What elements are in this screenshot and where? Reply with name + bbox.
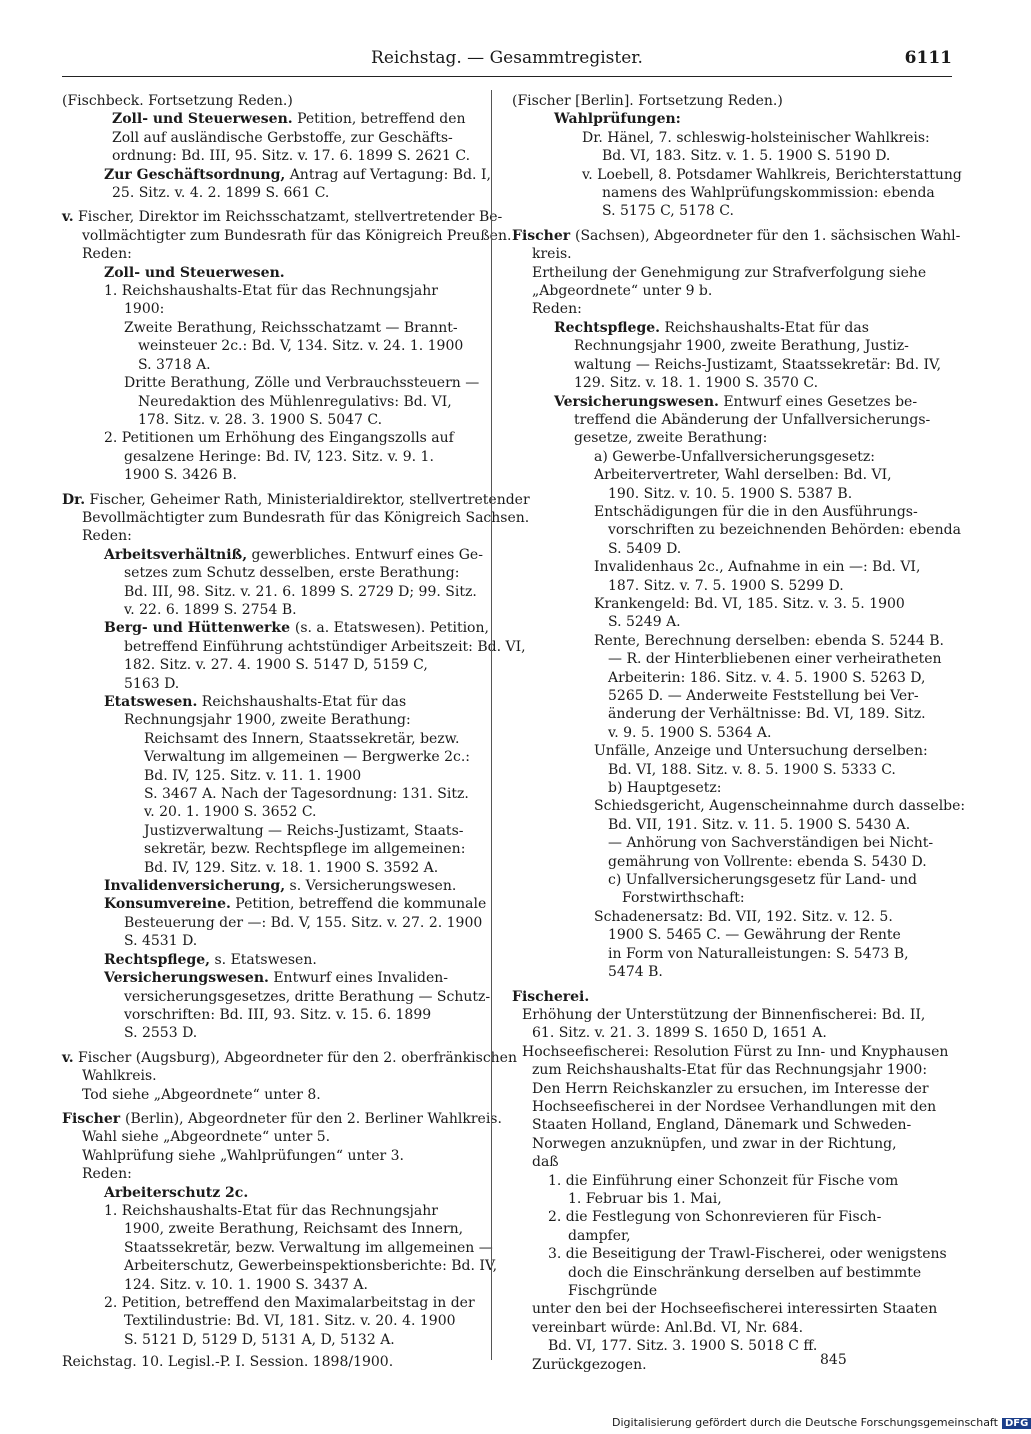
index-line: Reden: <box>82 1166 132 1183</box>
index-line: 2. Petitionen um Erhöhung des Eingangszolls auf <box>104 430 454 447</box>
index-line: Erhöhung der Unterstützung der Binnenfischerei: Bd. II, <box>522 1006 926 1023</box>
dfg-credit <box>612 1416 1031 1429</box>
index-line: S. 3718 A. <box>138 356 211 373</box>
index-line: treffend die Abänderung der Unfallversicherungs- <box>574 411 931 428</box>
index-line: Bd. VI, 177. Sitz. 3. 1900 S. 5018 C ff. <box>548 1338 818 1355</box>
index-line: Verwaltung im allgemeinen — Bergwerke 2c.: <box>144 749 471 766</box>
index-heading-line <box>512 110 950 128</box>
index-line: gesalzene Heringe: Bd. IV, 123. Sitz. v. 9. 1. <box>124 448 434 465</box>
index-line: Norwegen anzuknüpfen, und zwar in der Richtung, <box>532 1135 897 1152</box>
index-line: Arbeiterin: 186. Sitz. v. 4. 5. 1900 S. 5263 D, <box>608 669 926 686</box>
index-line: a) Gewerbe-Unfallversicherungsgesetz: <box>594 448 875 465</box>
index-keyword: Zur Geschäftsordnung, <box>104 166 286 183</box>
index-heading-line <box>512 393 950 411</box>
index-keyword: Berg- und Hüttenwerke <box>104 620 295 637</box>
index-line: — Anhörung von Sachverständigen bei Nicht- <box>608 835 934 852</box>
index-line: ordnung: Bd. III, 95. Sitz. v. 17. 6. 1899 S. 2621 C. <box>112 148 471 165</box>
index-line: 5265 D. — Anderweite Feststellung bei Ver- <box>608 688 919 704</box>
index-line: v. Loebell, 8. Potsdamer Wahlkreis, Berichterstattung <box>582 166 962 183</box>
index-keyword: Wahlprüfungen: <box>554 111 681 128</box>
index-keyword: Rechtspflege. <box>554 319 661 336</box>
index-keyword: Versicherungswesen. <box>104 970 269 987</box>
index-line: kreis. <box>532 246 572 263</box>
index-line: 5474 B. <box>608 964 663 981</box>
index-line: Staatssekretär, bezw. Verwaltung im allgemeinen — <box>124 1239 493 1256</box>
index-line: 2. Petition, betreffend den Maximalarbeitstag in der <box>104 1295 475 1311</box>
index-keyword: Zoll- und Steuerwesen. <box>104 264 285 281</box>
index-line: daß <box>532 1154 559 1171</box>
index-line: 5163 D. <box>124 675 180 692</box>
index-line: S. 5175 C, 5178 C. <box>602 203 734 220</box>
index-heading-line <box>512 988 950 1006</box>
index-line: 2. die Festlegung von Schonrevieren für Fisch- <box>548 1209 882 1226</box>
index-heading-line <box>62 208 503 226</box>
index-line: Dr. Hänel, 7. schleswig-holsteinischer Wahlkreis: <box>582 129 930 146</box>
index-heading-line <box>62 546 482 564</box>
index-heading-line <box>62 166 491 184</box>
index-line: S. 5409 D. <box>608 540 682 557</box>
index-heading-line <box>62 1049 517 1067</box>
index-line: 1900 S. 5465 C. — Gewährung der Rente <box>608 927 901 944</box>
index-line: Bd. VII, 191. Sitz. v. 11. 5. 1900 S. 5430 A. <box>608 816 911 833</box>
index-keyword: Rechtspflege, <box>104 951 211 968</box>
index-line: betreffend Einführung achtstündiger Arbeitszeit: Bd. VI, <box>124 638 526 655</box>
index-line: gemährung von Vollrente: ebenda S. 5430 D. <box>608 853 927 870</box>
footer-session: Reichstag. 10. Legisl.-P. I. Session. 1898/1900. <box>62 1354 394 1370</box>
index-keyword: Fischer <box>512 227 575 244</box>
index-line: vorschriften zu bezeichnenden Behörden: ebenda <box>608 522 961 539</box>
index-line: Schadenersatz: Bd. VII, 192. Sitz. v. 12. 5. <box>594 908 893 925</box>
index-line: 1900: <box>124 301 165 318</box>
index-line: S. 2553 D. <box>124 1025 198 1042</box>
index-line: 1. die Einführung einer Schonzeit für Fische vom <box>548 1172 899 1189</box>
index-text: gewerbliches. Entwurf eines Ge- <box>247 546 483 563</box>
index-line: Reden: <box>532 301 582 318</box>
index-text: (Sachsen), Abgeordneter für den 1. sächsischen Wahl- <box>575 227 961 244</box>
index-line: 1900 S. 3426 B. <box>124 467 237 484</box>
index-line: 1. Februar bis 1. Mai, <box>568 1190 722 1207</box>
right-column <box>512 92 966 1374</box>
index-line: 1900, zweite Berathung, Reichsamt des Innern, <box>124 1221 464 1238</box>
index-line: Bd. IV, 129. Sitz. v. 18. 1. 1900 S. 3592 A. <box>144 859 439 876</box>
index-keyword: Fischer <box>62 1110 125 1127</box>
index-text: Entwurf eines Gesetzes be- <box>718 393 918 410</box>
index-line: Rente, Berechnung derselben: ebenda S. 5244 B. <box>594 632 944 649</box>
index-line: „Abgeordnete“ unter 9 b. <box>532 283 713 300</box>
index-line: Zurückgezogen. <box>532 1356 647 1373</box>
index-line: 3. die Beseitigung der Trawl-Fischerei, oder wenigstens <box>548 1246 947 1263</box>
index-line: Arbeiterschutz, Gewerbeinspektionsberichte: Bd. IV, <box>124 1258 498 1275</box>
index-line: Textilindustrie: Bd. VI, 181. Sitz. v. 20. 4. 1900 <box>124 1313 456 1330</box>
index-line: Reichsamt des Innern, Staatssekretär, bezw. <box>144 730 460 747</box>
index-line: waltung — Reichs-Justizamt, Staatssekretär: Bd. IV, <box>574 356 942 373</box>
index-line: Dritte Berathung, Zölle und Verbrauchssteuern — <box>124 375 480 392</box>
index-line: 129. Sitz. v. 18. 1. 1900 S. 3570 C. <box>574 375 819 392</box>
index-line: weinsteuer 2c.: Bd. V, 134. Sitz. v. 24. 1. 1900 <box>138 338 464 355</box>
index-line: 124. Sitz. v. 10. 1. 1900 S. 3437 A. <box>124 1276 368 1293</box>
index-heading-line <box>62 877 482 895</box>
index-line: setzes zum Schutz desselben, erste Berathung: <box>124 565 460 582</box>
index-text: Reichshaushalts-Etat für das <box>660 319 869 336</box>
footer-sheet-number: 845 <box>820 1352 847 1368</box>
index-heading-line <box>62 619 489 637</box>
index-text: Petition, betreffend die kommunale <box>230 896 487 913</box>
index-heading-line <box>62 110 482 128</box>
index-keyword: Zoll- und Steuerwesen. <box>112 111 293 128</box>
index-line: namens des Wahlprüfungskommission: ebenda <box>602 185 935 202</box>
index-line: Unfälle, Anzeige und Untersuchung derselben: <box>594 743 928 760</box>
index-line: — R. der Hinterbliebenen einer verheiratheten <box>608 651 942 668</box>
index-heading-line <box>62 895 487 913</box>
index-line: Wahlkreis. <box>82 1068 157 1085</box>
index-line: 182. Sitz. v. 27. 4. 1900 S. 5147 D, 5159 C, <box>124 657 428 674</box>
running-title: Reichstag. — Gesammtregister. <box>371 48 643 68</box>
page-number: 6111 <box>904 48 952 68</box>
index-line: Forstwirthschaft: <box>622 890 745 907</box>
index-heading-line <box>62 969 482 987</box>
index-text: s. Etatswesen. <box>210 951 317 968</box>
index-text: Antrag auf Vertagung: Bd. I, <box>285 166 491 183</box>
index-heading-line <box>62 1110 502 1128</box>
index-line: Besteuerung der —: Bd. V, 155. Sitz. v. 27. 2. 1900 <box>124 914 483 931</box>
index-line: Krankengeld: Bd. VI, 185. Sitz. v. 3. 5. 1900 <box>594 595 905 612</box>
index-line: b) Hauptgesetz: <box>608 780 722 797</box>
index-line: Rechnungsjahr 1900, zweite Berathung, Justiz- <box>574 338 909 355</box>
index-line: 1. Reichshaushalts-Etat für das Rechnungsjahr <box>104 1202 438 1219</box>
dfg-credit-text: Digitalisierung gefördert durch die Deutsche Forschungsgemeinschaft <box>612 1416 998 1429</box>
index-line: Neuredaktion des Mühlenregulativs: Bd. VI, <box>138 393 452 410</box>
index-line: Schiedsgericht, Augenscheinnahme durch dasselbe: <box>594 798 966 815</box>
index-line: Tod siehe „Abgeordnete“ unter 8. <box>82 1086 321 1103</box>
index-text: (Berlin), Abgeordneter für den 2. Berliner Wahlkreis. <box>125 1110 502 1127</box>
index-line: Invalidenhaus 2c., Aufnahme in ein —: Bd. VI, <box>594 559 921 576</box>
index-line: sekretär, bezw. Rechtspflege im allgemeinen: <box>144 841 466 858</box>
index-text: Fischer, Geheimer Rath, Ministerialdirektor, stellvertretender <box>85 491 530 508</box>
index-line: doch die Einschränkung derselben auf bestimmte <box>568 1264 922 1281</box>
index-keyword: Etatswesen. <box>104 694 198 710</box>
index-line: 61. Sitz. v. 21. 3. 1899 S. 1650 D, 1651 A. <box>532 1025 827 1042</box>
index-line: in Form von Naturalleistungen: S. 5473 B, <box>608 945 909 962</box>
index-line: Rechnungsjahr 1900, zweite Berathung: <box>124 712 411 729</box>
index-line: dampfer, <box>568 1227 631 1244</box>
index-text: Entwurf eines Invaliden- <box>268 970 448 987</box>
index-text: (s. a. Etatswesen). Petition, <box>294 620 489 637</box>
index-heading-line <box>512 319 950 337</box>
index-text: Reichshaushalts-Etat für das <box>197 694 407 710</box>
index-line: Zoll auf ausländische Gerbstoffe, zur Geschäfts- <box>112 129 453 146</box>
index-line: 187. Sitz. v. 7. 5. 1900 S. 5299 D. <box>608 577 844 594</box>
index-heading-line <box>62 1184 482 1202</box>
index-line: vereinbart würde: Anl.Bd. VI, Nr. 684. <box>532 1319 804 1336</box>
index-line: S. 5121 D, 5129 D, 5131 A, D, 5132 A. <box>124 1331 395 1348</box>
index-text: Petition, betreffend den <box>292 111 466 128</box>
index-heading-line <box>62 951 482 969</box>
index-line: 25. Sitz. v. 4. 2. 1899 S. 661 C. <box>112 185 330 202</box>
index-line: versicherungsgesetzes, dritte Berathung — Schutz- <box>124 988 491 1005</box>
index-line: (Fischer [Berlin]. Fortsetzung Reden.) <box>512 93 783 109</box>
index-line: Bd. VI, 188. Sitz. v. 8. 5. 1900 S. 5333 C. <box>608 761 896 778</box>
index-line: Bevollmächtigter zum Bundesrath für das Königreich Sachsen. <box>82 509 530 526</box>
index-line: zum Reichshaushalts-Etat für das Rechnungsjahr 1900: <box>532 1062 928 1079</box>
index-keyword: Arbeiterschutz 2c. <box>104 1184 249 1201</box>
index-line: Den Herrn Reichskanzler zu ersuchen, im Interesse der <box>532 1080 929 1097</box>
index-keyword: v. <box>62 1049 74 1066</box>
index-line: Reden: <box>82 528 132 545</box>
index-line: v. 9. 5. 1900 S. 5364 A. <box>608 724 772 741</box>
index-line: Justizverwaltung — Reichs-Justizamt, Staats- <box>144 822 464 839</box>
index-keyword: Versicherungswesen. <box>554 393 719 410</box>
index-line: Bd. III, 98. Sitz. v. 21. 6. 1899 S. 2729 D; 99. Sitz. <box>124 583 477 600</box>
page-header <box>62 48 952 74</box>
index-keyword: Invalidenversicherung, <box>104 878 286 895</box>
index-line: 190. Sitz. v. 10. 5. 1900 S. 5387 B. <box>608 485 853 502</box>
index-line: 178. Sitz. v. 28. 3. 1900 S. 5047 C. <box>138 411 383 428</box>
index-text: s. Versicherungswesen. <box>285 878 457 895</box>
index-line: Fischgründe <box>568 1283 658 1299</box>
index-line: S. 5249 A. <box>608 614 681 631</box>
index-line: Hochseefischerei in der Nordsee Verhandlungen mit den <box>532 1098 937 1115</box>
left-column <box>62 92 530 1349</box>
index-line: Entschädigungen für die in den Ausführungs- <box>594 503 918 520</box>
index-heading-line <box>62 264 482 282</box>
index-line: änderung der Verhältnisse: Bd. VI, 189. Sitz. <box>608 706 926 723</box>
index-line: Bd. VI, 183. Sitz. v. 1. 5. 1900 S. 5190 D. <box>602 148 891 165</box>
index-line: unter den bei der Hochseefischerei interessirten Staaten <box>532 1301 938 1318</box>
column-divider <box>491 90 492 1360</box>
index-line: gesetze, zweite Berathung: <box>574 430 768 447</box>
index-line: Arbeitervertreter, Wahl derselben: Bd. VI, <box>594 467 892 484</box>
index-text: Fischer, Direktor im Reichsschatzamt, stellvertretender Be- <box>73 209 503 226</box>
index-line: Reden: <box>82 246 132 263</box>
index-line: Staaten Holland, England, Dänemark und Schweden- <box>532 1117 912 1134</box>
index-line: Bd. IV, 125. Sitz. v. 11. 1. 1900 <box>144 767 362 784</box>
index-line: Zweite Berathung, Reichsschatzamt — Brannt- <box>124 319 458 336</box>
index-line: S. 4531 D. <box>124 933 198 950</box>
index-line: Ertheilung der Genehmigung zur Strafverfolgung siehe <box>532 264 927 281</box>
index-line: Wahl siehe „Abgeordnete“ unter 5. <box>82 1129 331 1146</box>
index-keyword: Fischerei. <box>512 988 590 1005</box>
index-keyword: Konsumvereine. <box>104 896 231 913</box>
index-keyword: Dr. <box>62 491 86 508</box>
header-rule <box>62 76 952 77</box>
index-keyword: v. <box>62 209 74 226</box>
index-heading-line <box>512 227 961 245</box>
index-heading-line <box>62 491 530 509</box>
index-line: vorschriften: Bd. III, 93. Sitz. v. 15. 6. 1899 <box>124 1006 432 1023</box>
index-line: Wahlprüfung siehe „Wahlprüfungen“ unter 3. <box>82 1147 404 1164</box>
index-line: 1. Reichshaushalts-Etat für das Rechnungsjahr <box>104 283 438 300</box>
index-heading-line <box>62 693 482 711</box>
index-keyword: Arbeitsverhältniß, <box>104 546 248 563</box>
index-line: (Fischbeck. Fortsetzung Reden.) <box>62 93 293 109</box>
index-line: S. 3467 A. Nach der Tagesordnung: 131. Sitz. <box>144 786 469 803</box>
index-line: v. 22. 6. 1899 S. 2754 B. <box>124 601 297 618</box>
index-line: c) Unfallversicherungsgesetz für Land- und <box>608 872 917 889</box>
index-line: Hochseefischerei: Resolution Fürst zu Inn- und Knyphausen <box>522 1043 949 1060</box>
index-line: vollmächtigter zum Bundesrath für das Königreich Preußen. <box>82 227 512 244</box>
dfg-logo: DFG <box>1002 1418 1031 1429</box>
index-text: Fischer (Augsburg), Abgeordneter für den 2. oberfränkischen <box>73 1049 517 1066</box>
index-line: v. 20. 1. 1900 S. 3652 C. <box>144 804 317 821</box>
